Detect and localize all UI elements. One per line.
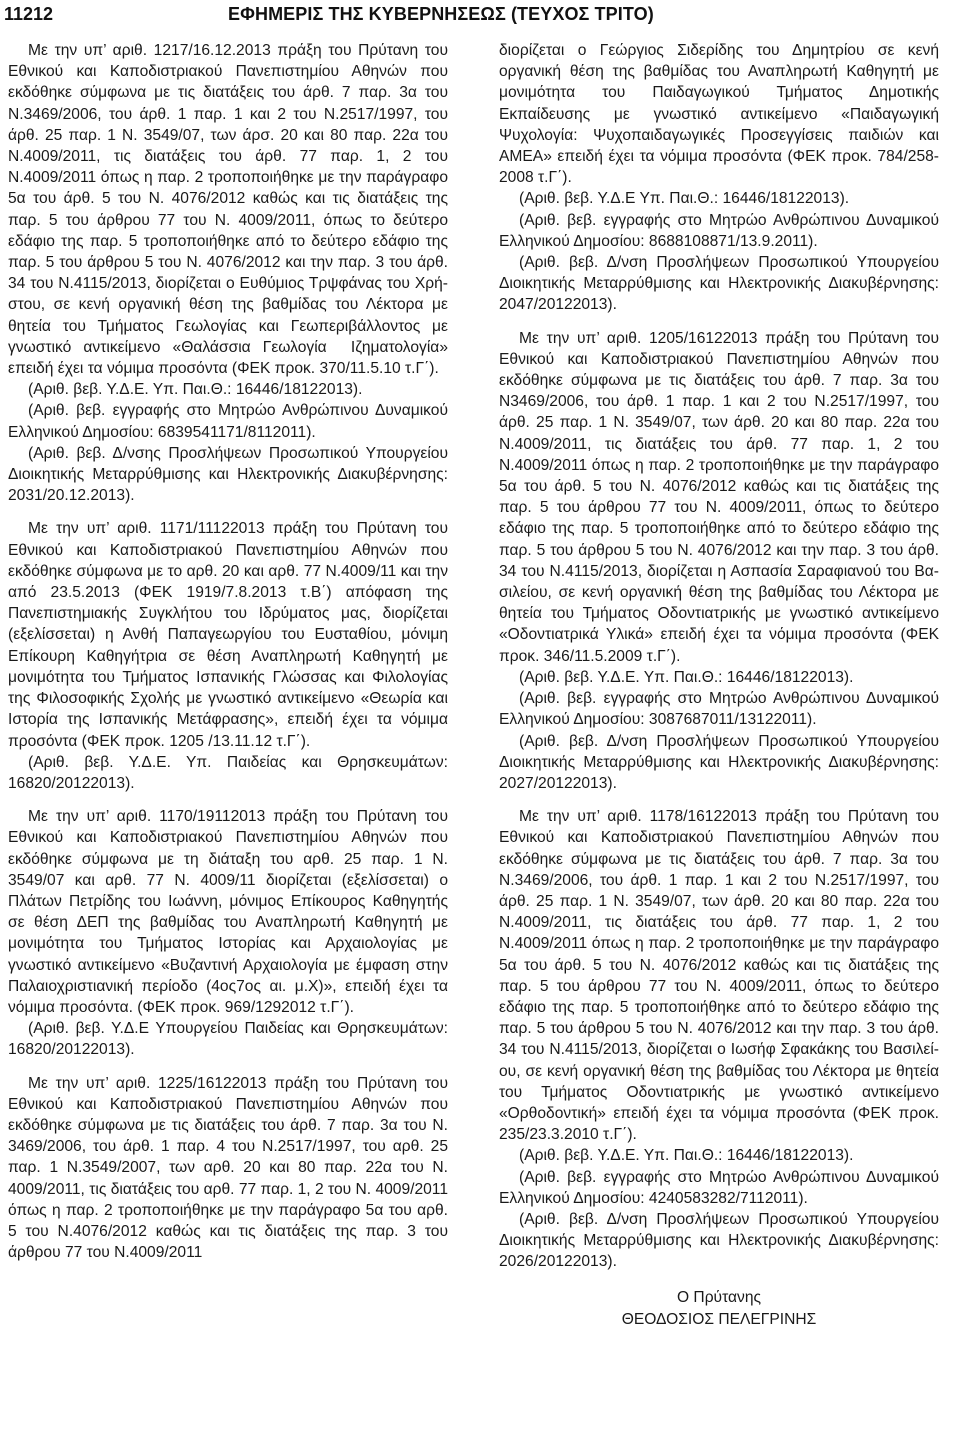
signature-title: Ο Πρύτανης <box>676 1288 762 1306</box>
paragraph: (Αριθ. βεβ. Υ.Δ.Ε. Υπ. Παιδείας και Θρησκευμάτων: 16820/20122013). <box>8 753 448 792</box>
paragraph: Με την υπ’ αριθ. 1225/16122013 πράξη του Πρύτανη του Εθνικού και Καποδιστριακού Πανεπιστημίου Αθηνών που εκδόθηκε σύμφωνα με τις διατάξεις του άρθ. 7 παρ. 3α του Ν. 3469/2006, του άρθ. 1 παρ. 4 του Ν.2517/1997, του αρθ. 25 παρ. 1 Ν.3549/2007, των αρθ. 20 και 80 παρ. 22α του Ν. 4009/2011, τις διατάξεις του αρθ. 77 παρ. 1, 2 του Ν. 4009/2011 όπως η παρ. 2 τροποποιήθηκε με την παράγραφο 5α του αρθ. 5 του Ν.4076/2012 καθώς και τις διατάξεις της παρ. 3 του άρθρου 77 του Ν.4009/2011 <box>8 1074 448 1262</box>
page-header <box>0 0 960 30</box>
signature-name: ΘΕΟΔΟΣΙΟΣ ΠΕΛΕΓΡΙΝΗΣ <box>621 1310 817 1328</box>
paragraph: διορίζεται ο Γεώργιος Σιδερίδης του Δημητρίου σε κενή οργανική θέση της βαθμίδας του Αναπληρωτή Καθηγητή με μονιμότητα του Παιδαγωγικού Τμήματος Δημοτικής Εκπαίδευσης με γνωστικό αντικείμενο «Παιδαγωγική Ψυχολογία: Ψυχοπαιδαγωγικές Προσεγγίσεις παιδιών και ΑΜΕΑ» επειδή έχει τα νόμιμα προσόντα (ΦΕΚ προκ. 784/2582008 τ.Γ΄). <box>499 42 939 187</box>
paragraph: (Αριθ. βεβ. Δ/νσης Προσλήψεων Προσωπικού Υπουργείου Διοικητικής Μεταρρύθμισης και Ηλεκτρονικής Διακυβέρνησης: 2031/20.12.2013). <box>8 444 448 505</box>
paragraph: (Αριθ. βεβ. Δ/νση Προσλήψεων Προσωπικού Υπουργείου Διοικητικής Μεταρρύθμισης και Ηλεκτρονικής Διακυβέρνησης: 2026/20122013). <box>499 1210 939 1271</box>
paragraph: (Αριθ. βεβ. Υ.Δ.Ε. Υπ. Παι.Θ.: 16446/18122013). <box>28 381 363 399</box>
paragraph: (Αριθ. βεβ. Δ/νση Προσλήψεων Προσωπικού Υπουργείου Διοικητικής Μεταρρύθμισης και Ηλεκτρονικής Διακυβέρνησης: 2027/20122013). <box>499 732 939 792</box>
paragraph: (Αριθ. βεβ. Υ.Δ.Ε. Υπ. Παι.Θ.: 16446/18122013). <box>519 1147 854 1165</box>
running-title: ΕΦΗΜΕΡΙΣ ΤΗΣ ΚΥΒΕΡΝΗΣΕΩΣ (ΤΕΥΧΟΣ ΤΡΙΤΟ) <box>228 4 654 24</box>
left-column <box>8 40 448 1263</box>
paragraph: (Αριθ. βεβ. Υ.Δ.Ε. Υπ. Παι.Θ.: 16446/18122013). <box>519 668 854 686</box>
paragraph: Με την υπ’ αριθ. 1217/16.12.2013 πράξη του Πρύτανη του Εθνικού και Καποδιστριακού Πανεπιστημίου Αθηνών που εκδόθηκε σύμφωνα με τις διατάξεις του άρθ. 7 παρ. 3α του Ν.3469/2006, του άρθ. 1 παρ. 1 και 2 του Ν.2517/1997, του άρθ. 25 παρ. 1 Ν. 3549/07, των άρσ. 20 και 80 παρ. 22α του Ν.4009/2011, τις διατάξεις του άρθ. 77 παρ. 1, 2 του Ν.4009/2011 όπως η παρ. 2 τροποποιήθηκε με την παράγραφο 5α του άρθ. 5 του Ν. 4076/2012 καθώς και τις διατάξεις της παρ. 5 του άρθρου 77 του Ν. 4009/2011, όπως το δεύτερο εδάφιο της παρ. 5 τροποποιήθηκε από το δεύτερο εδάφιο της παρ. 5 του άρθρου 5 του Ν. 4076/2012 και την παρ. 3 του άρθ. 34 του Ν.4115/2013, διορίζεται ο Ευθύμιος Τρψφάνας του Χρήστου, σε κενή οργανική θέση της βαθμίδας του Λέκτορα με θητεία του Τμήματος Γεωλογίας και Γεωπεριβάλλοντος με γνωστικό αντικείμενο «Θαλάσσια Γεωλογία Ιζηματολογία» επειδή έχει τα νόμιμα προσόντα (ΦΕΚ προκ. 370/11.5.10 τ.Γ΄). <box>8 42 448 378</box>
paragraph: Με την υπ’ αριθ. 1170/19112013 πράξη του Πρύτανη του Εθνικού και Καποδιστριακού Πανεπιστημίου Αθηνών που εκδόθηκε σύμφωνα με τη διάταξη του αρθ. 25 παρ. 1 Ν. 3549/07 και αρθ. 77 Ν. 4009/11 διορίζεται (εξελίσσεται) ο Πλάτων Πετρίδης του Ιωάννη, μόνιμος Επίκουρος Καθηγητής σε θέση ΔΕΠ της βαθμίδας του Αναπληρωτή Καθηγητή με μονιμότητα του Τμήματος Ιστορίας και Αρχαιολογίας με γνωστικό αντικείμενο «Βυζαντινή Αρχαιολογία με έμφαση στην Παλαιοχριστιανική περίοδο (4ος7ος αι. μ.Χ)», επειδή έχει τα νόμιμα προσόντα. (ΦΕΚ προκ. 969/1292012 τ.Γ΄). <box>8 808 448 1016</box>
paragraph: (Αριθ. βεβ. Υ.Δ.Ε Υπουργείου Παιδείας και Θρησκευμάτων: 16820/20122013). <box>8 1020 448 1059</box>
paragraph: (Αριθ. βεβ. Υ.Δ.Ε Υπ. Παι.Θ.: 16446/18122013). <box>519 190 850 208</box>
paragraph: Με την υπ’ αριθ. 1205/16122013 πράξη του Πρύτανη του Εθνικού και Καποδιστριακού Πανεπιστημίου Αθηνών που εκδόθηκε σύμφωνα με τις διατάξεις του άρθ. 7 παρ. 3α του Ν3469/2006, του άρθ. 1 παρ. 1 και 2 του Ν.2517/1997, του άρθ. 25 παρ. 1 Ν. 3549/07, των άρθ. 20 και 80 παρ. 22α του Ν.4009/2011, τις διατάξεις του άρθ. 77 παρ. 1, 2 του Ν.4009/2011 όπως η παρ. 2 τροποποιήθηκε με την παράγραφο 5α του άρθ. 5 του Ν. 4076/2012 καθώς και τις διατάξεις της παρ. 5 του άρθρου 77 του Ν. 4009/2011, όπως το δεύτερο εδάφιο της παρ. 5 τροποποιήθηκε από το δεύτερο εδάφιο της παρ. 5 του άρθρου 5 του Ν. 4076/2012 και την παρ. 3 του άρθ. 34 του Ν.4115/2013, διορίζεται η Ασπασία Σαραφιανού του Βασιλείου, σε κενή οργανική θέση της βαθμίδας του Λέκτορα με θητεία του Τμήματος Οδοντιατρικής με γνωστικό αντικείμενο «Οδοντιατρικά Υλικά» επειδή έχει τα νόμιμα προσόντα (ΦΕΚ προκ. 346/11.5.2009 τ.Γ΄). <box>499 329 939 665</box>
paragraph: Με την υπ’ αριθ. 1171/11122013 πράξη του Πρύτανη του Εθνικού και Καποδιστριακού Πανεπιστημίου Αθηνών που εκδόθηκε σύμφωνα με το αρθ. 20 και αρθ. 77 Ν.4009/11 και την από 23.5.2013 (ΦΕΚ 1919/7.8.2013 τ.Β΄) απόφαση της Πανεπιστημιακής Συγκλήτου του Ιδρύματος μας, διορίζεται (εξελίσσεται) η Ανθή Παπαγεωργίου του Ευσταθίου, μόνιμη Επίκουρη Καθηγήτρια σε θέση Αναπληρωτή Καθηγητή με μονιμότητα του Τμήματος Ισπανικής Γλώσσας και Φιλολογίας της Φιλοσοφικής Σχολής με γνωστικό αντικείμενο «Θεωρία και Ιστορία της Ισπανικής Μετάφρασης», επειδή έχει τα νόμιμα προσόντα (ΦΕΚ προκ. 1205 /13.11.12 τ.Γ΄). <box>8 520 448 750</box>
paragraph: (Αριθ. βεβ. Δ/νση Προσλήψεων Προσωπικού Υπουργείου Διοικητικής Μεταρρύθμισης και Ηλεκτρονικής Διακυβέρνησης: 2047/20122013). <box>499 254 939 314</box>
paragraph: (Αριθ. βεβ. εγγραφής στο Μητρώο Ανθρώπινου Δυναμικού Ελληνικού Δημοσίου: 6839541171/8112011). <box>8 402 448 441</box>
page-number: 11212 <box>4 4 54 24</box>
paragraph: Με την υπ’ αριθ. 1178/16122013 πράξη του Πρύτανη του Εθνικού και Καποδιστριακού Πανεπιστημίου Αθηνών που εκδόθηκε σύμφωνα με τις διατάξεις του άρθ. 7 παρ. 3α του Ν.3469/2006, του άρθ. 1 παρ. 1 και 2 του Ν.2517/1997, του άρθ. 25 παρ. 1 Ν. 3549/07, των άρθ. 20 και 80 παρ. 22α του Ν.4009/2011, τις διατάξεις του άρθ. 77 παρ. 1, 2 του Ν.4009/2011 όπως η παρ. 2 τροποποιήθηκε με την παράγραφο 5α του άρθ. 5 του Ν. 4076/2012 καθώς και τις διατάξεις της παρ. 5 του άρθρου 77 του Ν. 4009/2011, όπως το δεύτερο εδάφιο της παρ. 5 τροποποιήθηκε από το δεύτερο εδάφιο της παρ. 5 του άρθρου 5 του Ν. 4076/2012 και την παρ. 3 του άρθ. 34 του Ν.4115/2013, διορίζεται ο Ιωσήφ Σφακάκης του Βασιλείου, σε κενή οργανική θέση της βαθμίδας του Λέκτορα με θητεία του Τμήματος Οδοντιατρικής με γνωστικό αντικείμενο «Ορθοδοντική» επειδή έχει τα νόμιμα προσόντα (ΦΕΚ προκ. 235/23.3.2010 τ.Γ΄). <box>499 808 939 1144</box>
paragraph: (Αριθ. βεβ. εγγραφής στο Μητρώο Ανθρώπινου Δυναμικού Ελληνικού Δημοσίου: 4240583282/7112011). <box>499 1168 939 1207</box>
right-column <box>499 40 939 1331</box>
paragraph: (Αριθ. βεβ. εγγραφής στο Μητρώο Ανθρώπινου Δυναμικού Ελληνικού Δημοσίου: 8688108871/13.9.2011). <box>499 211 939 250</box>
paragraph: (Αριθ. βεβ. εγγραφής στο Μητρώο Ανθρώπινου Δυναμικού Ελληνικού Δημοσίου: 3087687011/13122011). <box>499 690 939 729</box>
signature-block <box>499 1287 939 1331</box>
